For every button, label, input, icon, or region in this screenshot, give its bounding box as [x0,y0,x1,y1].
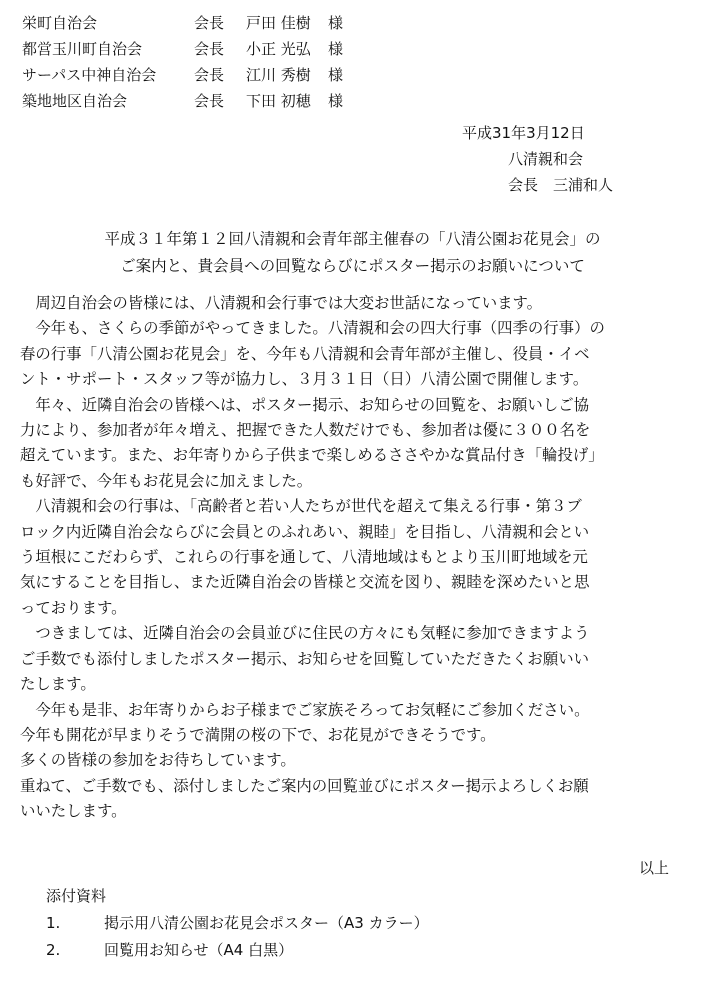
recipient-honorific: 様 [328,14,344,32]
body-line: ロック内近隣自治会ならびに会員とのふれあい、親睦」を目指し、八清親和会とい [20,522,590,541]
body-line: っております。 [20,598,127,617]
letter-date: 平成31年3月12日 [462,124,585,142]
body-line: も好評で、今年もお花見会に加えました。 [20,471,313,490]
sender-president: 会長 三浦和人 [508,176,614,194]
body-line: たします。 [20,675,96,694]
attachment-number: 2. [46,941,61,959]
recipient-row [22,10,343,36]
recipient-honorific: 様 [328,40,344,58]
sender-block [462,120,613,198]
attachment-text: 回覧用お知らせ（A4 白黒） [104,941,294,959]
body-line: う垣根にこだわらず、これらの行事を通して、八清地域はもとより玉川町地域を元 [20,548,588,567]
recipient-title: 会長 [194,14,225,32]
recipient-org: 築地地区自治会 [22,92,128,110]
recipient-row [22,88,343,114]
attachments-heading: 添付資料 [46,887,107,905]
recipient-name: 戸田 佳樹 [246,14,311,32]
sender-org: 八清親和会 [508,150,584,168]
body-line: 今年も是非、お年寄りからお子様までご家族そろってお気軽にご参加ください。 [20,700,590,719]
recipient-org: 都営玉川町自治会 [22,40,143,58]
attachment-text: 掲示用八清公園お花見会ポスター（A3 カラー） [104,914,429,932]
body-line: 気にすることを目指し、また近隣自治会の皆様と交流を図り、親睦を深めたいと思 [20,573,590,592]
recipient-title: 会長 [194,92,225,110]
body-line: 年々、近隣自治会の皆様へは、ポスター掲示、お知らせの回覧を、お願いしご協 [20,395,589,414]
recipient-row [22,36,343,62]
recipient-title: 会長 [194,40,225,58]
attachment-item [46,937,429,964]
body-line: 周辺自治会の皆様には、八清親和会行事では大変お世話になっています。 [20,294,543,312]
recipient-org: サーパス中神自治会 [22,66,157,84]
body-line: いいたします。 [20,802,127,821]
body-line: 超えています。また、お年寄りから子供まで楽しめるささやかな賞品付き「輪投げ」 [20,446,604,465]
recipient-honorific: 様 [328,92,344,110]
body-line: 今年も、さくらの季節がやってきました。八清親和会の四大行事（四季の行事）の [20,319,605,338]
letter-body [20,291,700,825]
body-line: ご手数でも添付しましたポスター掲示、お知らせを回覧していただきたくお願いい [20,649,589,668]
recipient-name: 小正 光弘 [246,40,311,58]
subject-line: 平成３１年第１２回八清親和会青年部主催春の「八清公園お花見会」の [104,230,601,248]
recipient-honorific: 様 [328,66,344,84]
body-line: 今年も開花が早まりそうで満開の桜の下で、お花見ができそうです。 [20,725,496,744]
closing-mark: 以上 [638,859,669,877]
letter-subject [20,226,685,280]
body-line: 力により、参加者が年々増え、把握できた人数だけでも、参加者は優に３００名を [20,421,591,440]
recipient-name: 下田 初穂 [246,92,311,110]
body-line: つきましては、近隣自治会の会員並びに住民の方々にも気軽に参加できますよう [20,624,590,643]
body-line: 多くの皆様の参加をお待ちしています。 [20,751,296,770]
attachment-number: 1. [46,914,61,932]
recipient-list [22,10,343,114]
attachment-item [46,910,429,937]
recipient-name: 江川 秀樹 [246,66,311,84]
body-line: ント・サポート・スタッフ等が協力し、３月３１日（日）八清公園で開催します。 [20,370,589,389]
subject-line: ご案内と、貴会員への回覧ならびにポスター掲示のお願いについて [120,257,585,275]
recipient-row [22,62,343,88]
attachments-section [46,883,429,964]
body-line: 春の行事「八清公園お花見会」を、今年も八清親和会青年部が主催し、役員・イベ [20,344,590,363]
recipient-org: 栄町自治会 [22,14,98,32]
recipient-title: 会長 [194,66,225,84]
body-line: 重ねて、ご手数でも、添付しましたご案内の回覧並びにポスター掲示よろしくお願 [20,776,589,795]
body-line: 八清親和会の行事は、「高齢者と若い人たちが世代を超えて集える行事・第３ブ [20,497,582,516]
